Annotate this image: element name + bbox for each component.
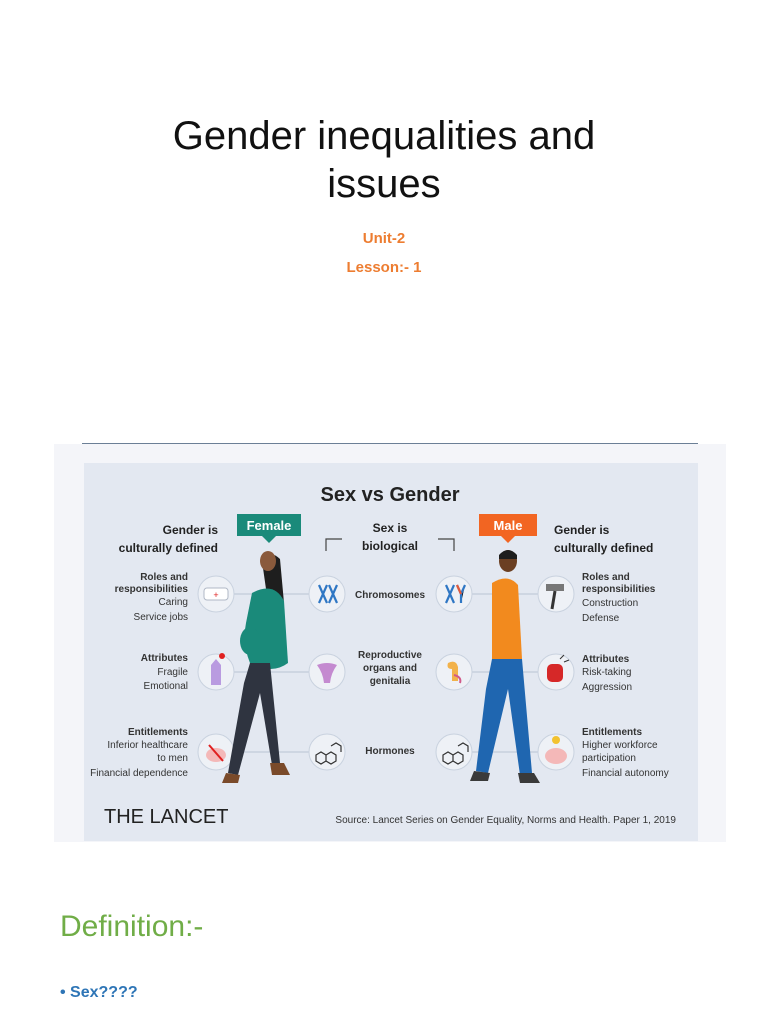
center-hormones-label: Hormones [365,746,415,757]
male-roles-icon [538,576,574,612]
female-entitlements-item-3: Financial dependence [90,768,188,779]
sex-header-line-1: Sex is [372,521,408,535]
male-entitlements-item-2: participation [582,753,636,764]
infographic-top-rule [82,443,698,444]
male-entitlements-item-3: Financial autonomy [582,768,669,779]
male-attributes-icon [538,654,574,690]
female-roles-item-1: Caring [158,597,188,608]
male-header-line-1: Gender is [554,523,610,537]
male-roles-title-1: Roles and [582,572,630,583]
female-header-line-2: culturally defined [118,541,218,555]
chromosome-female-icon [309,576,345,612]
hormones-male-icon [436,734,472,770]
female-entitlements-item-1: Inferior healthcare [107,740,188,751]
female-attributes-title: Attributes [140,653,188,664]
reproductive-male-icon [436,654,472,690]
female-header-line-1: Gender is [162,523,218,537]
female-roles-item-2: Service jobs [133,612,188,623]
male-entitlements-icon [538,734,574,770]
female-roles-title-2: responsibilities [114,584,188,595]
male-entitlements-title: Entitlements [582,727,643,738]
female-attributes-icon [198,653,234,690]
female-attributes-item-2: Emotional [143,681,188,692]
sex-header-line-2: biological [361,539,419,553]
source-citation: Source: Lancet Series on Gender Equality, Norms and Health. Paper 1, 2019 [335,815,676,826]
female-entitlements-icon [198,734,234,770]
female-attributes-item-1: Fragile [157,667,188,678]
sex-vs-gender-infographic [84,463,698,841]
female-roles-title-1: Roles and [140,572,188,583]
definition-heading: Definition:- [60,910,204,943]
lancet-logo: THE LANCET [104,806,229,828]
infographic-heading: Sex vs Gender [320,484,460,506]
bullet-dot: • [60,984,71,1001]
definition-bullet [60,984,138,1002]
center-chromosomes-label: Chromosomes [354,590,426,601]
female-roles-icon [198,576,234,612]
hormones-female-icon [309,734,345,770]
male-badge [479,514,537,543]
slide-title-line-2: issues [327,162,441,206]
male-entitlements-item-1: Higher workforce [582,740,658,751]
reproductive-female-icon [309,654,345,690]
female-badge-label: Female [246,518,292,533]
male-roles-item-2: Defense [582,613,620,624]
slide-title [0,112,768,208]
male-figure-illustration [470,550,540,783]
male-header-line-2: culturally defined [554,541,654,555]
female-badge [237,514,301,543]
male-roles-title-2: responsibilities [582,584,656,595]
center-reproductive-line-2: organs and [363,663,417,674]
male-attributes-item-2: Aggression [582,682,633,693]
center-reproductive-line-3: genitalia [369,676,411,687]
lesson-label: Lesson:- 1 [346,259,422,276]
female-entitlements-title: Entitlements [127,727,188,738]
female-entitlements-item-2: to men [157,753,188,764]
male-roles-item-1: Construction [582,598,639,609]
slide-title-line-1: Gender inequalities and [172,114,596,158]
chromosome-male-icon [436,576,472,612]
infographic-svg [84,463,698,841]
male-attributes-title: Attributes [582,654,630,665]
male-attributes-item-1: Risk-taking [582,667,632,678]
male-badge-label: Male [493,518,523,533]
center-reproductive-line-1: Reproductive [358,650,422,661]
unit-label: Unit-2 [362,230,406,247]
svg-text:+: + [213,590,219,600]
bullet-text: Sex???? [70,984,138,1001]
